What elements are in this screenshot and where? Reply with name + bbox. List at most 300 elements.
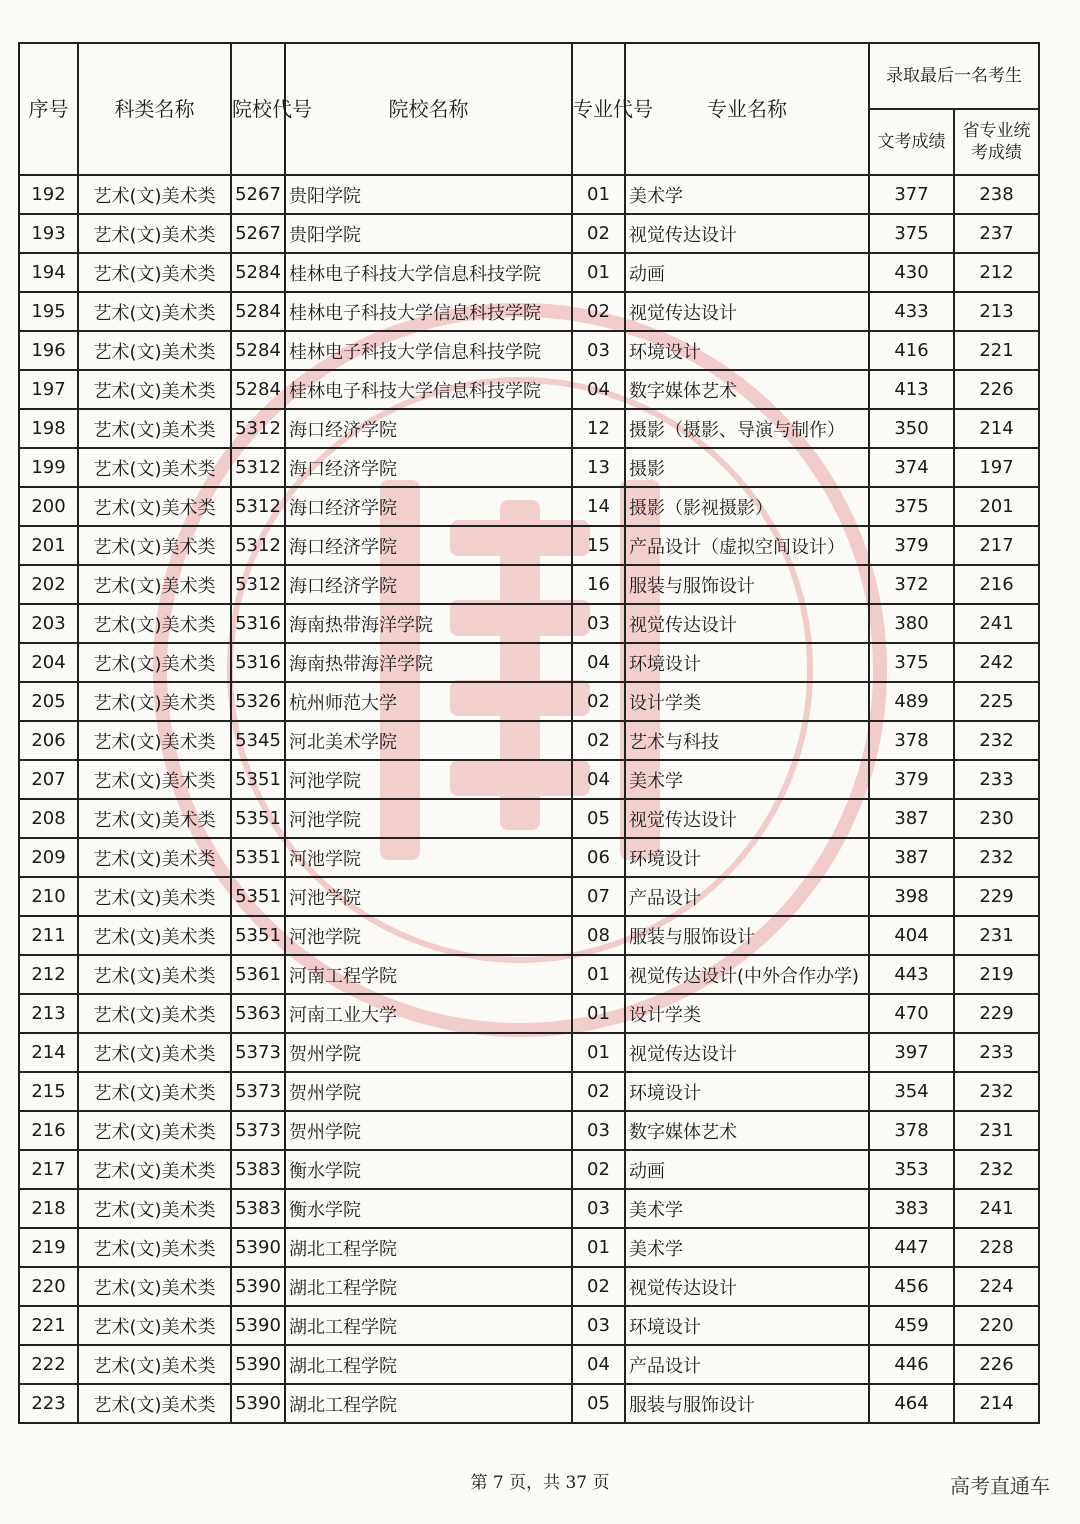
cell-culture-score: 387 [869, 838, 954, 877]
cell-school-name: 河北美术学院 [285, 721, 572, 760]
admission-table-wrapper [18, 42, 1038, 1424]
cell-province-score: 220 [954, 1306, 1039, 1345]
cell-major-name: 视觉传达设计 [625, 1267, 869, 1306]
cell-seq: 218 [19, 1189, 78, 1228]
cell-major-code: 03 [572, 1306, 625, 1345]
cell-school-name: 贺州学院 [285, 1033, 572, 1072]
cell-culture-score: 430 [869, 253, 954, 292]
cell-culture-score: 398 [869, 877, 954, 916]
cell-province-score: 226 [954, 1345, 1039, 1384]
table-row [19, 292, 1039, 331]
cell-province-score: 229 [954, 877, 1039, 916]
cell-school-code: 5312 [231, 565, 285, 604]
cell-major-name: 摄影 [625, 448, 869, 487]
cell-province-score: 197 [954, 448, 1039, 487]
cell-category: 艺术(文)美术类 [78, 994, 231, 1033]
table-row [19, 487, 1039, 526]
cell-province-score: 232 [954, 1072, 1039, 1111]
cell-major-name: 服装与服饰设计 [625, 1384, 869, 1423]
cell-culture-score: 443 [869, 955, 954, 994]
table-row [19, 370, 1039, 409]
cell-category: 艺术(文)美术类 [78, 409, 231, 448]
cell-school-name: 贺州学院 [285, 1111, 572, 1150]
cell-category: 艺术(文)美术类 [78, 1306, 231, 1345]
table-row [19, 331, 1039, 370]
cell-province-score: 212 [954, 253, 1039, 292]
cell-category: 艺术(文)美术类 [78, 799, 231, 838]
cell-school-name: 衡水学院 [285, 1150, 572, 1189]
cell-school-name: 海南热带海洋学院 [285, 604, 572, 643]
table-row [19, 1111, 1039, 1150]
cell-seq: 216 [19, 1111, 78, 1150]
cell-category: 艺术(文)美术类 [78, 838, 231, 877]
cell-province-score: 232 [954, 1150, 1039, 1189]
cell-major-code: 04 [572, 1345, 625, 1384]
cell-province-score: 242 [954, 643, 1039, 682]
cell-school-name: 海口经济学院 [285, 526, 572, 565]
cell-province-score: 231 [954, 1111, 1039, 1150]
cell-school-code: 5316 [231, 604, 285, 643]
table-row [19, 175, 1039, 214]
cell-category: 艺术(文)美术类 [78, 1072, 231, 1111]
cell-seq: 217 [19, 1150, 78, 1189]
table-row [19, 604, 1039, 643]
cell-major-code: 02 [572, 214, 625, 253]
cell-category: 艺术(文)美术类 [78, 760, 231, 799]
cell-school-name: 湖北工程学院 [285, 1345, 572, 1384]
cell-school-code: 5284 [231, 331, 285, 370]
table-row [19, 838, 1039, 877]
cell-major-code: 15 [572, 526, 625, 565]
cell-seq: 209 [19, 838, 78, 877]
cell-major-code: 01 [572, 175, 625, 214]
cell-school-code: 5363 [231, 994, 285, 1033]
brand-label: 高考直通车 [950, 1474, 1050, 1498]
cell-major-code: 13 [572, 448, 625, 487]
cell-province-score: 217 [954, 526, 1039, 565]
cell-major-code: 12 [572, 409, 625, 448]
cell-school-name: 湖北工程学院 [285, 1306, 572, 1345]
cell-school-code: 5383 [231, 1189, 285, 1228]
cell-major-name: 视觉传达设计 [625, 1033, 869, 1072]
cell-seq: 193 [19, 214, 78, 253]
cell-major-name: 数字媒体艺术 [625, 370, 869, 409]
table-row [19, 1306, 1039, 1345]
cell-culture-score: 378 [869, 1111, 954, 1150]
cell-major-name: 视觉传达设计(中外合作办学) [625, 955, 869, 994]
cell-culture-score: 375 [869, 487, 954, 526]
header-major-code: 专业代号 [572, 43, 625, 175]
cell-province-score: 228 [954, 1228, 1039, 1267]
cell-school-name: 河南工业大学 [285, 994, 572, 1033]
cell-culture-score: 489 [869, 682, 954, 721]
cell-major-code: 04 [572, 643, 625, 682]
cell-category: 艺术(文)美术类 [78, 370, 231, 409]
cell-culture-score: 446 [869, 1345, 954, 1384]
cell-school-code: 5390 [231, 1345, 285, 1384]
cell-culture-score: 375 [869, 214, 954, 253]
cell-seq: 199 [19, 448, 78, 487]
cell-major-code: 03 [572, 1111, 625, 1150]
cell-culture-score: 404 [869, 916, 954, 955]
cell-culture-score: 470 [869, 994, 954, 1033]
header-last-admitted: 录取最后一名考生 [869, 43, 1039, 109]
page-footer: 第 7 页，共 37 页 [470, 1473, 610, 1493]
cell-major-name: 视觉传达设计 [625, 799, 869, 838]
cell-culture-score: 459 [869, 1306, 954, 1345]
cell-seq: 198 [19, 409, 78, 448]
cell-major-code: 04 [572, 760, 625, 799]
header-school-name: 院校名称 [285, 43, 572, 175]
cell-province-score: 214 [954, 409, 1039, 448]
cell-seq: 220 [19, 1267, 78, 1306]
cell-seq: 213 [19, 994, 78, 1033]
cell-category: 艺术(文)美术类 [78, 448, 231, 487]
cell-school-name: 桂林电子科技大学信息科技学院 [285, 331, 572, 370]
header-major-name: 专业名称 [625, 43, 869, 175]
cell-school-code: 5351 [231, 799, 285, 838]
cell-school-code: 5326 [231, 682, 285, 721]
table-row [19, 448, 1039, 487]
cell-school-name: 湖北工程学院 [285, 1384, 572, 1423]
cell-category: 艺术(文)美术类 [78, 214, 231, 253]
cell-major-code: 14 [572, 487, 625, 526]
cell-category: 艺术(文)美术类 [78, 292, 231, 331]
cell-major-code: 01 [572, 1033, 625, 1072]
cell-major-name: 美术学 [625, 760, 869, 799]
cell-school-code: 5351 [231, 877, 285, 916]
cell-culture-score: 447 [869, 1228, 954, 1267]
cell-school-code: 5373 [231, 1033, 285, 1072]
cell-province-score: 201 [954, 487, 1039, 526]
cell-school-code: 5312 [231, 409, 285, 448]
cell-major-code: 01 [572, 253, 625, 292]
table-row [19, 877, 1039, 916]
cell-seq: 196 [19, 331, 78, 370]
table-row [19, 409, 1039, 448]
cell-major-code: 16 [572, 565, 625, 604]
cell-seq: 223 [19, 1384, 78, 1423]
cell-school-code: 5390 [231, 1228, 285, 1267]
cell-major-name: 摄影（影视摄影） [625, 487, 869, 526]
cell-province-score: 238 [954, 175, 1039, 214]
cell-category: 艺术(文)美术类 [78, 487, 231, 526]
table-row [19, 1189, 1039, 1228]
cell-major-code: 01 [572, 1228, 625, 1267]
cell-major-name: 美术学 [625, 175, 869, 214]
cell-school-code: 5316 [231, 643, 285, 682]
cell-school-name: 衡水学院 [285, 1189, 572, 1228]
cell-category: 艺术(文)美术类 [78, 1111, 231, 1150]
cell-school-code: 5312 [231, 448, 285, 487]
cell-province-score: 216 [954, 565, 1039, 604]
cell-school-code: 5351 [231, 916, 285, 955]
cell-seq: 221 [19, 1306, 78, 1345]
cell-school-code: 5390 [231, 1267, 285, 1306]
table-row [19, 253, 1039, 292]
cell-category: 艺术(文)美术类 [78, 1189, 231, 1228]
cell-culture-score: 379 [869, 526, 954, 565]
cell-major-code: 03 [572, 331, 625, 370]
cell-school-name: 河池学院 [285, 799, 572, 838]
header-category: 科类名称 [78, 43, 231, 175]
cell-category: 艺术(文)美术类 [78, 175, 231, 214]
cell-seq: 211 [19, 916, 78, 955]
cell-major-name: 艺术与科技 [625, 721, 869, 760]
cell-school-code: 5351 [231, 838, 285, 877]
table-row [19, 526, 1039, 565]
cell-school-code: 5361 [231, 955, 285, 994]
cell-major-code: 05 [572, 799, 625, 838]
cell-major-name: 摄影（摄影、导演与制作） [625, 409, 869, 448]
table-row [19, 994, 1039, 1033]
cell-seq: 202 [19, 565, 78, 604]
cell-school-code: 5284 [231, 292, 285, 331]
cell-major-code: 02 [572, 1150, 625, 1189]
cell-seq: 222 [19, 1345, 78, 1384]
cell-province-score: 221 [954, 331, 1039, 370]
cell-culture-score: 379 [869, 760, 954, 799]
cell-seq: 212 [19, 955, 78, 994]
cell-category: 艺术(文)美术类 [78, 721, 231, 760]
cell-category: 艺术(文)美术类 [78, 1033, 231, 1072]
cell-major-name: 环境设计 [625, 838, 869, 877]
cell-school-code: 5390 [231, 1306, 285, 1345]
cell-category: 艺术(文)美术类 [78, 1228, 231, 1267]
cell-major-name: 服装与服饰设计 [625, 565, 869, 604]
cell-major-name: 设计学类 [625, 994, 869, 1033]
cell-province-score: 229 [954, 994, 1039, 1033]
cell-school-code: 5383 [231, 1150, 285, 1189]
cell-culture-score: 387 [869, 799, 954, 838]
cell-school-code: 5312 [231, 487, 285, 526]
table-row [19, 955, 1039, 994]
cell-school-name: 桂林电子科技大学信息科技学院 [285, 370, 572, 409]
cell-culture-score: 378 [869, 721, 954, 760]
cell-major-code: 04 [572, 370, 625, 409]
cell-seq: 204 [19, 643, 78, 682]
cell-culture-score: 353 [869, 1150, 954, 1189]
cell-province-score: 224 [954, 1267, 1039, 1306]
cell-school-name: 桂林电子科技大学信息科技学院 [285, 292, 572, 331]
admission-table [18, 42, 1040, 1424]
cell-school-code: 5373 [231, 1111, 285, 1150]
cell-major-name: 产品设计 [625, 877, 869, 916]
cell-major-code: 02 [572, 1267, 625, 1306]
cell-province-score: 241 [954, 1189, 1039, 1228]
cell-major-code: 02 [572, 292, 625, 331]
cell-school-name: 海口经济学院 [285, 487, 572, 526]
cell-school-code: 5312 [231, 526, 285, 565]
cell-seq: 203 [19, 604, 78, 643]
table-row [19, 1150, 1039, 1189]
cell-culture-score: 456 [869, 1267, 954, 1306]
cell-major-code: 05 [572, 1384, 625, 1423]
cell-category: 艺术(文)美术类 [78, 1384, 231, 1423]
cell-culture-score: 372 [869, 565, 954, 604]
table-row [19, 1228, 1039, 1267]
cell-major-name: 视觉传达设计 [625, 292, 869, 331]
cell-seq: 210 [19, 877, 78, 916]
cell-major-name: 设计学类 [625, 682, 869, 721]
cell-culture-score: 375 [869, 643, 954, 682]
cell-province-score: 214 [954, 1384, 1039, 1423]
cell-major-name: 环境设计 [625, 1306, 869, 1345]
cell-seq: 214 [19, 1033, 78, 1072]
cell-seq: 207 [19, 760, 78, 799]
table-body [19, 175, 1039, 1423]
cell-province-score: 225 [954, 682, 1039, 721]
cell-culture-score: 354 [869, 1072, 954, 1111]
cell-major-name: 环境设计 [625, 643, 869, 682]
cell-category: 艺术(文)美术类 [78, 1267, 231, 1306]
cell-category: 艺术(文)美术类 [78, 526, 231, 565]
cell-major-name: 美术学 [625, 1228, 869, 1267]
cell-province-score: 231 [954, 916, 1039, 955]
cell-category: 艺术(文)美术类 [78, 565, 231, 604]
cell-school-code: 5390 [231, 1384, 285, 1423]
cell-seq: 215 [19, 1072, 78, 1111]
cell-seq: 200 [19, 487, 78, 526]
cell-major-code: 03 [572, 604, 625, 643]
table-row [19, 1345, 1039, 1384]
cell-category: 艺术(文)美术类 [78, 253, 231, 292]
cell-province-score: 219 [954, 955, 1039, 994]
cell-school-name: 河池学院 [285, 838, 572, 877]
cell-province-score: 241 [954, 604, 1039, 643]
cell-province-score: 233 [954, 1033, 1039, 1072]
cell-major-name: 视觉传达设计 [625, 604, 869, 643]
cell-category: 艺术(文)美术类 [78, 916, 231, 955]
cell-culture-score: 377 [869, 175, 954, 214]
cell-major-name: 产品设计 [625, 1345, 869, 1384]
cell-major-code: 02 [572, 682, 625, 721]
cell-major-code: 06 [572, 838, 625, 877]
cell-school-name: 湖北工程学院 [285, 1267, 572, 1306]
cell-category: 艺术(文)美术类 [78, 604, 231, 643]
cell-seq: 195 [19, 292, 78, 331]
cell-culture-score: 464 [869, 1384, 954, 1423]
table-row [19, 643, 1039, 682]
cell-school-name: 桂林电子科技大学信息科技学院 [285, 253, 572, 292]
cell-school-name: 海口经济学院 [285, 409, 572, 448]
cell-culture-score: 350 [869, 409, 954, 448]
table-row [19, 760, 1039, 799]
cell-seq: 194 [19, 253, 78, 292]
cell-major-name: 服装与服饰设计 [625, 916, 869, 955]
cell-school-name: 贵阳学院 [285, 214, 572, 253]
cell-culture-score: 433 [869, 292, 954, 331]
cell-school-code: 5345 [231, 721, 285, 760]
cell-school-name: 杭州师范大学 [285, 682, 572, 721]
cell-major-code: 02 [572, 721, 625, 760]
cell-school-code: 5351 [231, 760, 285, 799]
table-row [19, 565, 1039, 604]
cell-school-name: 湖北工程学院 [285, 1228, 572, 1267]
cell-seq: 205 [19, 682, 78, 721]
cell-school-name: 海口经济学院 [285, 448, 572, 487]
cell-major-code: 01 [572, 994, 625, 1033]
table-row [19, 214, 1039, 253]
cell-seq: 197 [19, 370, 78, 409]
cell-province-score: 213 [954, 292, 1039, 331]
cell-category: 艺术(文)美术类 [78, 331, 231, 370]
cell-province-score: 226 [954, 370, 1039, 409]
cell-major-code: 08 [572, 916, 625, 955]
cell-major-code: 02 [572, 1072, 625, 1111]
cell-school-code: 5373 [231, 1072, 285, 1111]
cell-school-code: 5284 [231, 253, 285, 292]
cell-major-code: 01 [572, 955, 625, 994]
cell-culture-score: 416 [869, 331, 954, 370]
cell-seq: 206 [19, 721, 78, 760]
cell-major-name: 动画 [625, 253, 869, 292]
cell-category: 艺术(文)美术类 [78, 682, 231, 721]
cell-culture-score: 374 [869, 448, 954, 487]
cell-major-name: 数字媒体艺术 [625, 1111, 869, 1150]
cell-category: 艺术(文)美术类 [78, 1150, 231, 1189]
header-school-code: 院校代号 [231, 43, 285, 175]
cell-major-name: 动画 [625, 1150, 869, 1189]
cell-school-code: 5267 [231, 214, 285, 253]
cell-school-name: 河池学院 [285, 916, 572, 955]
cell-school-name: 贵阳学院 [285, 175, 572, 214]
cell-school-name: 河池学院 [285, 760, 572, 799]
cell-school-name: 河池学院 [285, 877, 572, 916]
cell-school-name: 海口经济学院 [285, 565, 572, 604]
cell-seq: 192 [19, 175, 78, 214]
cell-seq: 219 [19, 1228, 78, 1267]
header-culture-score: 文考成绩 [869, 109, 954, 175]
cell-culture-score: 383 [869, 1189, 954, 1228]
table-row [19, 799, 1039, 838]
cell-major-name: 美术学 [625, 1189, 869, 1228]
header-seq: 序号 [19, 43, 78, 175]
cell-category: 艺术(文)美术类 [78, 955, 231, 994]
cell-province-score: 230 [954, 799, 1039, 838]
cell-major-name: 环境设计 [625, 1072, 869, 1111]
cell-school-name: 海南热带海洋学院 [285, 643, 572, 682]
cell-major-code: 07 [572, 877, 625, 916]
cell-major-name: 视觉传达设计 [625, 214, 869, 253]
cell-category: 艺术(文)美术类 [78, 877, 231, 916]
header-province-score: 省专业统考成绩 [954, 109, 1039, 175]
cell-province-score: 237 [954, 214, 1039, 253]
cell-school-name: 贺州学院 [285, 1072, 572, 1111]
cell-seq: 201 [19, 526, 78, 565]
cell-seq: 208 [19, 799, 78, 838]
cell-school-name: 河南工程学院 [285, 955, 572, 994]
table-row [19, 916, 1039, 955]
cell-major-code: 03 [572, 1189, 625, 1228]
cell-province-score: 232 [954, 838, 1039, 877]
table-row [19, 721, 1039, 760]
table-row [19, 682, 1039, 721]
cell-province-score: 233 [954, 760, 1039, 799]
cell-province-score: 232 [954, 721, 1039, 760]
table-row [19, 1033, 1039, 1072]
cell-culture-score: 413 [869, 370, 954, 409]
cell-culture-score: 380 [869, 604, 954, 643]
cell-school-code: 5284 [231, 370, 285, 409]
cell-major-name: 环境设计 [625, 331, 869, 370]
cell-school-code: 5267 [231, 175, 285, 214]
cell-major-name: 产品设计（虚拟空间设计） [625, 526, 869, 565]
cell-culture-score: 397 [869, 1033, 954, 1072]
table-row [19, 1072, 1039, 1111]
cell-category: 艺术(文)美术类 [78, 643, 231, 682]
table-row [19, 1384, 1039, 1423]
